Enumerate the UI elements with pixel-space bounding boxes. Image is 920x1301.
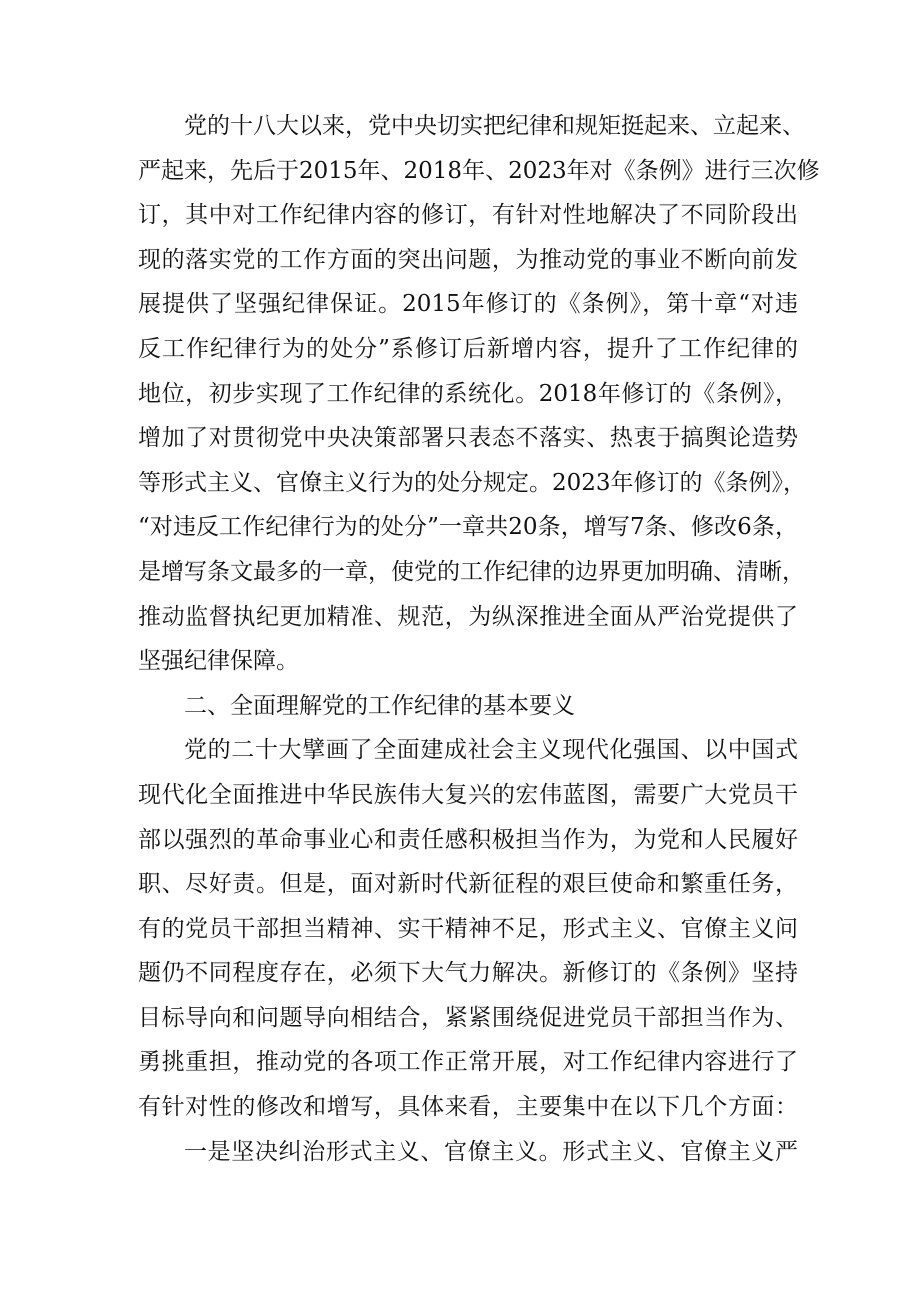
paragraph-line: 坚强纪律保障。 (138, 648, 299, 675)
paragraph-line: 有的党员干部担当精神、实干精神不足，形式主义、官僚主义问 (138, 915, 798, 942)
paragraph-line: 党的十八大以来，党中央切实把纪律和规矩挺起来、立起来、 (184, 113, 805, 139)
paragraph-line: 订，其中对工作纪律内容的修订，有针对性地解决了不同阶段出 (138, 202, 798, 229)
paragraph-line: 地位，初步实现了工作纪律的系统化。2018年修订的《条例》， (138, 380, 798, 407)
paragraph-line: 增加了对贯彻党中央决策部署只表态不落实、热衷于搞舆论造势 (138, 425, 798, 452)
paragraph-line: 等形式主义、官僚主义行为的处分规定。2023年修订的《条例》， (138, 469, 807, 496)
paragraph-line: 职、尽好责。但是，面对新时代新征程的艰巨使命和繁重任务， (138, 871, 798, 898)
paragraph-line: 是增写条文最多的一章，使党的工作纪律的边界更加明确、清晰， (138, 558, 805, 585)
document-body (138, 104, 820, 1174)
paragraph-line: 题仍不同程度存在，必须下大气力解决。新修订的《条例》坚持 (138, 960, 798, 987)
paragraph-line: 部以强烈的革命事业心和责任感积极担当作为，为党和人民履好 (138, 826, 798, 853)
paragraph-line: 一是坚决纠治形式主义、官僚主义。形式主义、官僚主义严 (184, 1138, 798, 1165)
paragraph-line: 有针对性的修改和增写，具体来看，主要集中在以下几个方面： (138, 1094, 798, 1121)
paragraph-line: 现代化全面推进中华民族伟大复兴的宏伟蓝图，需要广大党员干 (138, 781, 798, 808)
paragraph-line: “对违反工作纪律行为的处分”一章共20条，增写7条、修改6条， (138, 514, 798, 541)
paragraph-line: 反工作纪律行为的处分”系修订后新增内容，提升了工作纪律的 (138, 335, 798, 362)
paragraph-line: 现的落实党的工作方面的突出问题，为推动党的事业不断向前发 (138, 246, 798, 273)
paragraph-line: 推动监督执纪更加精准、规范，为纵深推进全面从严治党提供了 (138, 603, 798, 630)
paragraph-line: 勇挑重担，推动党的各项工作正常开展，对工作纪律内容进行了 (138, 1049, 798, 1076)
paragraph-line: 严起来，先后于2015年、2018年、2023年对《条例》进行三次修 (138, 157, 820, 184)
paragraph-line: 目标导向和问题导向相结合，紧紧围绕促进党员干部担当作为、 (138, 1004, 798, 1031)
paragraph-line: 党的二十大擘画了全面建成社会主义现代化强国、以中国式 (184, 737, 798, 764)
paragraph-line: 展提供了坚强纪律保证。2015年修订的《条例》，第十章“对违 (138, 291, 798, 318)
section-heading: 二、全面理解党的工作纪律的基本要义 (184, 692, 575, 719)
